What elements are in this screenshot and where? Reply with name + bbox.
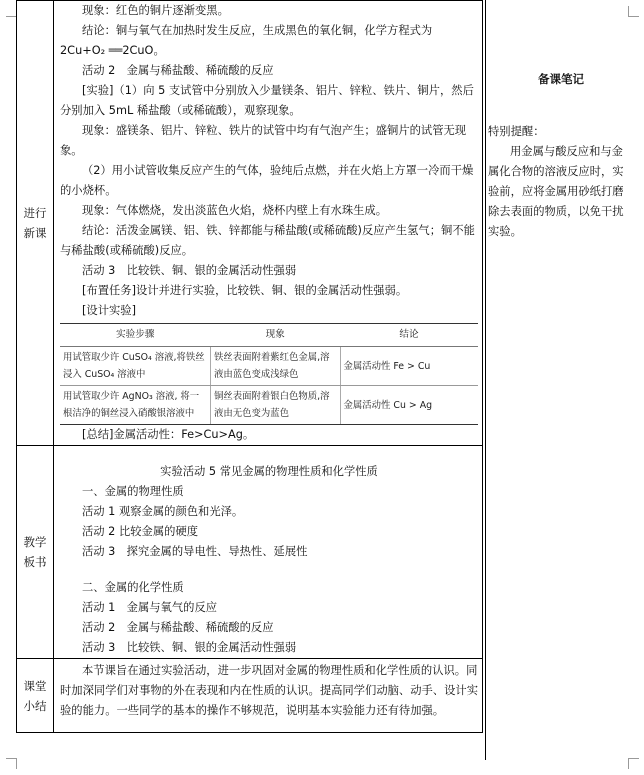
text-line: 结论：活泼金属镁、铝、铁、锌都能与稀盐酸(或稀硫酸)反应产生氢气；铜不能与稀盐酸(或稀硫酸)反应。 bbox=[60, 224, 475, 257]
spacer bbox=[60, 562, 478, 578]
teach-content bbox=[54, 1, 483, 446]
board-item: 活动 2 比较金属的硬度 bbox=[82, 525, 199, 538]
section-label-summary bbox=[17, 659, 54, 733]
table-cell: 铜丝表面附着银白色物质,溶液由无色变为蓝色 bbox=[210, 386, 340, 425]
activity-heading: 活动 3 比较铁、铜、银的金属活动性强弱 bbox=[82, 264, 297, 277]
page-corner-mark bbox=[628, 758, 639, 769]
text-line: [布置任务]设计并进行实验，比较铁、铜、银的金属活动性强弱。 bbox=[82, 284, 408, 297]
text-line: 结论：铜与氧气在加热时发生反应，生成黑色的氧化铜，化学方程式为 bbox=[82, 24, 433, 37]
section-label-text: 教学 板书 bbox=[23, 535, 47, 569]
table-header: 现象 bbox=[210, 324, 340, 347]
page-corner-mark bbox=[628, 6, 639, 17]
text-line: （2）用小试管收集反应产生的气体，验纯后点燃，并在火焰上方罩一冷而干燥的小烧杯。 bbox=[60, 164, 474, 197]
board-item: 活动 1 观察金属的颜色和光泽。 bbox=[82, 505, 244, 518]
table-header: 实验步骤 bbox=[60, 324, 210, 347]
board-heading: 一、金属的物理性质 bbox=[82, 485, 184, 498]
tip-label: 特别提醒： bbox=[488, 125, 545, 138]
table-header: 结论 bbox=[340, 324, 478, 347]
section-label-text: 进行 新课 bbox=[23, 206, 47, 240]
notes-title: 备课笔记 bbox=[538, 72, 584, 86]
summary-text: 本节课旨在通过实验活动，进一步巩固对金属的物理性质和化学性质的认识。同时加深同学们对事物的外在表现和内在性质的认识。提高同学们动脑、动手、设计实验的能力。一些同学的基本的操作不够规范，说明基本实验能力还有待加强。 bbox=[60, 664, 478, 717]
board-item: 活动 1 金属与氧气的反应 bbox=[82, 601, 218, 614]
lesson-table bbox=[16, 0, 483, 733]
experiment-table bbox=[60, 323, 478, 425]
equation-line: 2Cu+O₂ ══2CuO。 bbox=[60, 44, 165, 57]
section-label-teach bbox=[17, 1, 54, 446]
table-cell: 金属活动性 Cu > Ag bbox=[340, 386, 478, 425]
board-item: 活动 2 金属与稀盐酸、稀硫酸的反应 bbox=[82, 621, 274, 634]
notes-column-divider bbox=[485, 0, 486, 760]
text-line: 现象：气体燃烧，发出淡蓝色火焰，烧杯内壁上有水珠生成。 bbox=[82, 204, 388, 217]
activity-heading: 活动 2 金属与稀盐酸、稀硫酸的反应 bbox=[82, 64, 274, 77]
text-line: 现象：盛镁条、铝片、锌粒、铁片的试管中均有气泡产生；盛铜片的试管无现象。 bbox=[60, 124, 467, 157]
text-line: [设计实验] bbox=[82, 304, 137, 317]
page-corner-mark bbox=[6, 758, 17, 769]
board-item: 活动 3 比较铁、铜、银的金属活动性强弱 bbox=[82, 641, 297, 654]
summary-conclusion: [总结]金属活动性：Fe>Cu>Ag。 bbox=[82, 428, 255, 441]
notes-tip bbox=[488, 122, 634, 242]
text-line: [实验]（1）向 5 支试管中分别放入少量镁条、铝片、锌粒、铁片、铜片，然后分别加入 5mL 稀盐酸（或稀硫酸），观察现象。 bbox=[60, 84, 474, 117]
table-row bbox=[60, 386, 478, 425]
section-label-text: 课堂 小结 bbox=[23, 678, 47, 713]
table-cell: 金属活动性 Fe > Cu bbox=[340, 347, 478, 386]
board-item: 活动 3 探究金属的导电性、导热性、延展性 bbox=[82, 545, 308, 558]
table-row bbox=[60, 347, 478, 386]
text-line: 现象：红色的铜片逐渐变黑。 bbox=[82, 4, 229, 17]
table-cell: 用试管取少许 CuSO₄ 溶液,将铁丝浸入 CuSO₄ 溶液中 bbox=[60, 347, 210, 386]
section-label-board bbox=[17, 446, 54, 659]
board-title: 实验活动 5 常见金属的物理性质和化学性质 bbox=[160, 465, 378, 478]
board-content bbox=[54, 446, 483, 659]
tip-body: 用金属与酸反应和与金属化合物的溶液反应时，实验前，应将金属用砂纸打磨除去表面的物质，以免干扰实验。 bbox=[488, 145, 624, 238]
summary-content bbox=[54, 659, 483, 733]
board-heading: 二、金属的化学性质 bbox=[82, 581, 184, 594]
table-cell: 用试管取少许 AgNO₃ 溶液, 将一根洁净的铜丝浸入硝酸银溶液中 bbox=[60, 386, 210, 425]
table-cell: 铁丝表面附着紫红色金属,溶液由蓝色变成浅绿色 bbox=[210, 347, 340, 386]
